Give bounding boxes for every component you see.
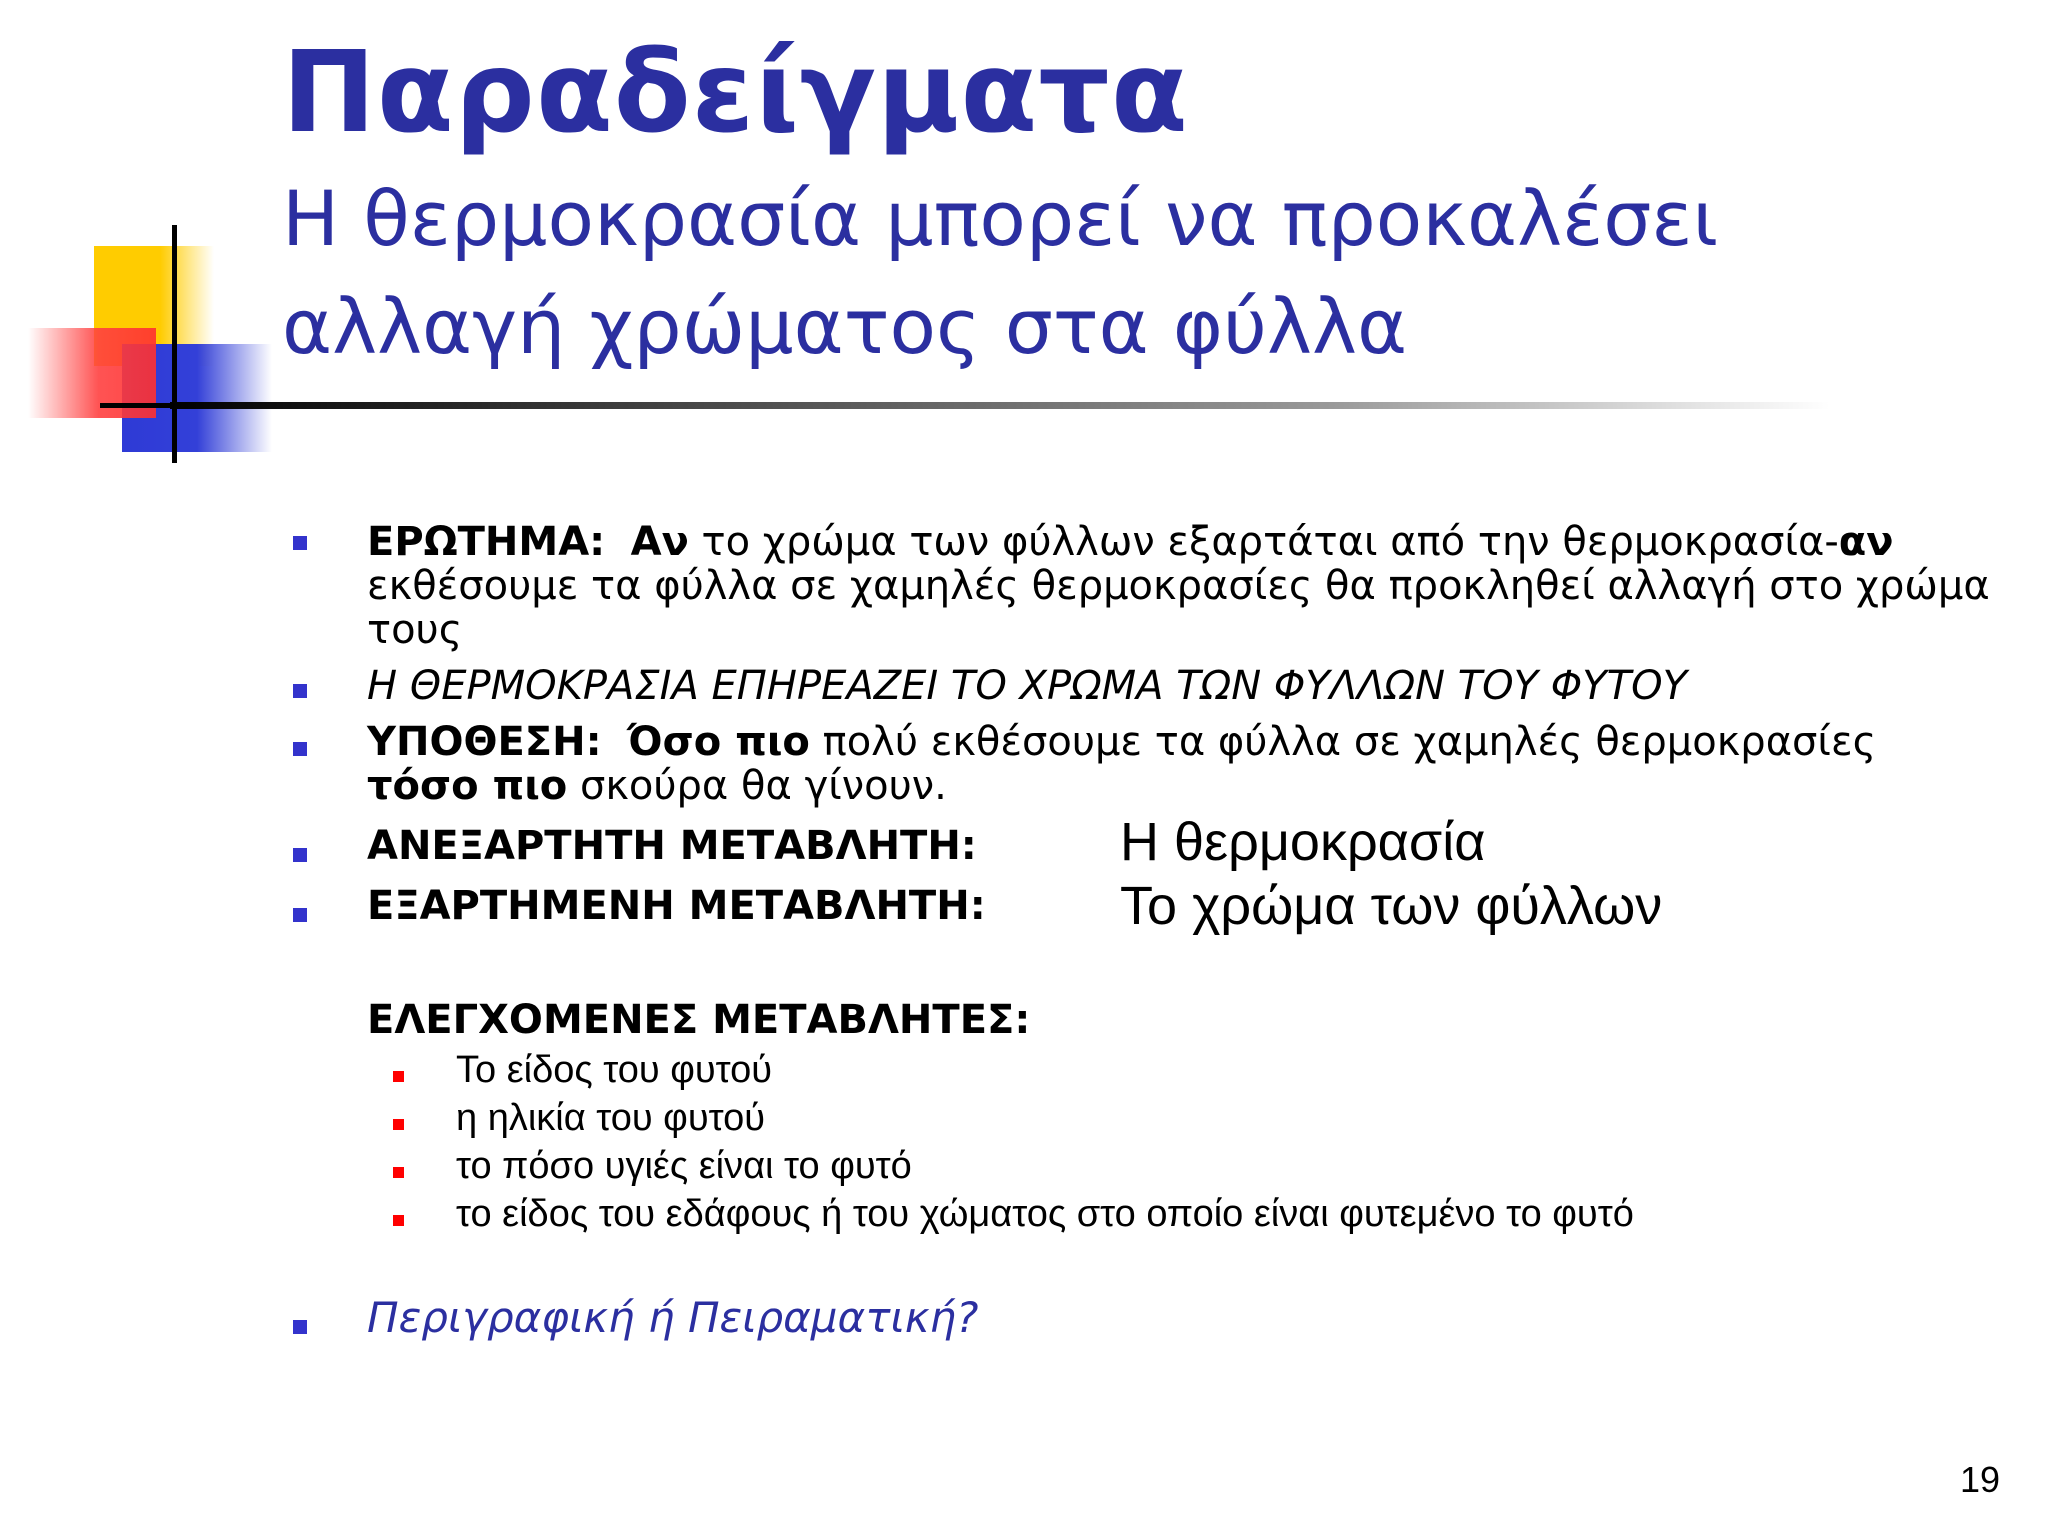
- hypothesis-text-1: πολύ εκθέσουμε τα φύλλα σε χαμηλές θερμοκρασίες: [809, 719, 1877, 765]
- slide-title: Παραδείγματα: [282, 28, 1189, 158]
- controlled-item: το είδος του εδάφους ή του χώματος στο οποίο είναι φυτεμένο το φυτό: [456, 1193, 1634, 1235]
- bullet-square-icon: [293, 848, 307, 862]
- page-number: 19: [1960, 1459, 2001, 1500]
- dependent-variable-value: Το χρώμα των φύλλων: [1120, 876, 1663, 936]
- sub-bullet-square-icon: [393, 1167, 404, 1178]
- question-if-word-2: αν: [1838, 519, 1894, 565]
- hypothesis-bold-2: τόσο πιο: [367, 763, 568, 809]
- bullet-square-icon: [293, 1320, 307, 1334]
- subtitle-line-1: Η θερμοκρασία μπορεί να προκαλέσει: [282, 174, 1719, 263]
- dependent-variable-label: ΕΞΑΡΤΗΜΕΝΗ ΜΕΤΑΒΛΗΤΗ:: [367, 883, 986, 929]
- hypothesis-bold-1: Όσο πιο: [627, 719, 810, 765]
- controlled-item: το πόσο υγιές είναι το φυτό: [456, 1145, 912, 1187]
- hypothesis-text-2: σκούρα θα γίνουν.: [567, 763, 947, 809]
- question-line-3: τους: [367, 607, 463, 653]
- hypothesis-line-1: [367, 720, 1876, 764]
- bullet-square-icon: [293, 908, 307, 922]
- bullet-square-icon: [293, 684, 307, 698]
- bullet-square-icon: [293, 536, 307, 550]
- independent-variable-label: ΑΝΕΞΑΡΤΗΤΗ ΜΕΤΑΒΛΗΤΗ:: [367, 823, 977, 869]
- controlled-variables-label: ΕΛΕΓΧΟΜΕΝΕΣ ΜΕΤΑΒΛΗΤΕΣ:: [367, 997, 1031, 1043]
- question-label: ΕΡΩΤΗΜΑ:: [367, 519, 606, 565]
- sub-bullet-square-icon: [393, 1119, 404, 1130]
- hypothesis-line-2: [367, 764, 947, 808]
- question-line-1: [367, 520, 1894, 564]
- question-if-word: Αν: [630, 519, 689, 565]
- question-text-1: το χρώμα των φύλλων εξαρτάται από την θερμοκρασία-: [688, 519, 1839, 565]
- controlled-item: η ηλικία του φυτού: [456, 1097, 765, 1139]
- question-line-2: εκθέσουμε τα φύλλα σε χαμηλές θερμοκρασίες θα προκληθεί αλλαγή στο χρώμα: [367, 563, 1990, 609]
- bullet-square-icon: [293, 742, 307, 756]
- sub-bullet-square-icon: [393, 1071, 404, 1082]
- subtitle-line-2: αλλαγή χρώματος στα φύλλα: [282, 282, 1408, 371]
- independent-variable-value: Η θερμοκρασία: [1120, 812, 1486, 872]
- title-divider: [170, 402, 1830, 409]
- sub-bullet-square-icon: [393, 1215, 404, 1226]
- statement-text: Η ΘΕΡΜΟΚΡΑΣΙΑ ΕΠΗΡΕΑΖΕΙ ΤΟ ΧΡΩΜΑ ΤΩΝ ΦΥΛΛΩΝ ΤΟΥ ΦΥΤΟΥ: [367, 663, 1688, 709]
- hypothesis-label: ΥΠΟΘΕΣΗ:: [367, 719, 602, 765]
- controlled-item: Το είδος του φυτού: [456, 1049, 773, 1091]
- slide-subtitle: [282, 165, 1932, 381]
- final-question: Περιγραφική ή Πειραματική?: [367, 1293, 979, 1342]
- vertical-line: [172, 225, 177, 463]
